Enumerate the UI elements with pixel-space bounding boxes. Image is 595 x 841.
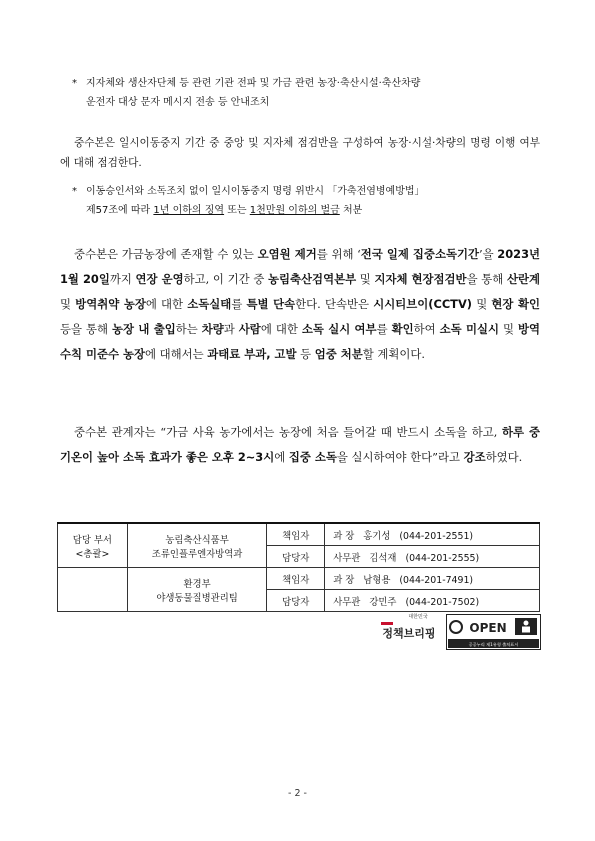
- org-cell: [127, 568, 267, 612]
- bold-run: 강조: [463, 450, 486, 464]
- text-run: 을 통해: [466, 272, 507, 286]
- text-run: 에 대한: [145, 297, 188, 311]
- person-icon-body: [522, 627, 530, 633]
- text-run: 에 대한: [260, 322, 302, 336]
- text-run: 등: [296, 347, 315, 361]
- text-run: 및: [471, 297, 492, 311]
- person-phone: (044-201-7502): [405, 596, 480, 608]
- note-1: [72, 74, 547, 112]
- dept-label-cell: [58, 523, 128, 568]
- dept-label: 담당 부서: [72, 534, 112, 546]
- person-title: 사무관: [333, 596, 361, 608]
- dept-label-cell: [58, 568, 128, 612]
- logo-small-text: 대한민국: [408, 614, 428, 620]
- note-2: [72, 182, 547, 220]
- text-run: 를: [376, 322, 392, 336]
- role-cell: 책임자: [267, 568, 325, 590]
- person-cell: [325, 523, 540, 546]
- text-run: 및: [60, 297, 76, 311]
- note-2-text: 또는: [224, 205, 250, 216]
- bold-run: 엄중 처분: [314, 347, 363, 361]
- text-run: 를 위해 ‘: [316, 247, 361, 261]
- note-2-text: 제57조에 따라: [86, 205, 154, 216]
- text-run: 을 실시하여야 한다”라고: [336, 450, 464, 464]
- person-title: 과 장: [333, 574, 355, 586]
- org-name: 농림축산식품부: [165, 534, 229, 546]
- bold-run: 하루 중 기온이 높아 소독 효과가 좋은 오후 2~3시: [60, 425, 540, 464]
- person-title: 과 장: [333, 530, 355, 542]
- text-run: 하여: [413, 322, 440, 336]
- text-run: 등을 통해: [60, 322, 113, 336]
- note-bullet: *: [72, 78, 77, 89]
- person-phone: (044-201-7491): [399, 574, 474, 586]
- policy-briefing-logo: [378, 609, 440, 649]
- text-run: 까지: [109, 272, 136, 286]
- bold-run: 산란계: [506, 272, 540, 286]
- role-cell: 책임자: [267, 523, 325, 546]
- paragraph-1-text: 중수본은 일시이동중지 기간 중 중앙 및 지자체 점검반을 구성하여 농장·시설·차량의 명령 이행 여부에 대해 점검한다.: [60, 137, 540, 169]
- person-cell: [325, 546, 540, 568]
- person-icon: [524, 621, 529, 626]
- page-number: - 2 -: [288, 788, 307, 799]
- text-run: 를: [231, 297, 247, 311]
- dept-label-sub: <총괄>: [75, 548, 110, 560]
- note-2-line-2: [72, 201, 547, 220]
- contact-row: [58, 523, 540, 546]
- logo-mark: [381, 622, 393, 625]
- text-run: 과: [223, 322, 239, 336]
- bold-run: 과태료 부과, 고발: [207, 347, 297, 361]
- paragraph-3: [60, 420, 540, 470]
- bold-run: 집중 소독: [288, 450, 337, 464]
- bold-run: 방역취약 농장: [75, 297, 146, 311]
- text-run: 및: [498, 322, 518, 336]
- person-phone: (044-201-2551): [399, 530, 474, 542]
- bold-run: 2023년 1월 20일: [60, 247, 541, 286]
- text-run: 중수본 관계자는 “가금 사육 농가에서는 농장에 처음 들어갈 때 반드시 소독을 하고,: [74, 425, 503, 439]
- bold-run: 특별 단속: [246, 297, 296, 311]
- bold-run: 오염원 제거: [257, 247, 317, 261]
- bold-run: 연장 운영: [135, 272, 184, 286]
- note-1-line-2: 운전자 대상 문자 메시지 전송 등 안내조치: [86, 97, 270, 108]
- person-name: 홍기성: [363, 530, 391, 542]
- bold-run: 전국 일제 집중소독기간: [360, 247, 479, 261]
- note-bullet: *: [72, 186, 77, 197]
- bold-run: 시시티브이(CCTV): [373, 297, 472, 311]
- bold-run: 차량: [201, 322, 224, 336]
- bold-run: 농림축산검역본부: [268, 272, 357, 286]
- note-2-text: 처분: [339, 205, 363, 216]
- text-run: 에 대해서는: [144, 347, 208, 361]
- text-run: 및: [356, 272, 375, 286]
- text-run: 하였다.: [485, 450, 523, 464]
- penalty-fine: 1천만원 이하의 벌금: [249, 205, 340, 216]
- bold-run: 소독 실시 여부: [301, 322, 377, 336]
- person-cell: [325, 568, 540, 590]
- logo-open-subtitle: 공공누리 제1유형 출처표시: [468, 642, 519, 647]
- bold-run: 현장 확인: [491, 297, 541, 311]
- bold-run: 확인: [391, 322, 414, 336]
- person-name: 남형용: [363, 574, 391, 586]
- contact-row: [58, 568, 540, 590]
- open-license-logo: [446, 614, 541, 650]
- text-run: 중수본은 가금농장에 존재할 수 있는: [74, 247, 258, 261]
- person-name: 강민주: [369, 596, 397, 608]
- text-run: 한다. 단속반은: [295, 297, 374, 311]
- paragraph-2: [60, 242, 540, 367]
- person-title: 사무관: [333, 552, 361, 564]
- bold-run: 농장 내 출입: [112, 322, 176, 336]
- person-name: 김석재: [369, 552, 397, 564]
- org-division: 야생동물질병관리팀: [156, 592, 238, 604]
- org-cell: [127, 523, 267, 568]
- text-run: 하고, 이 기간 중: [183, 272, 269, 286]
- text-run: ’을: [478, 247, 498, 261]
- contact-table: [57, 522, 540, 612]
- text-run: 할 계획이다.: [362, 347, 426, 361]
- note-2-line-1: 이동승인서와 소독조치 없이 일시이동중지 명령 위반시 「가축전염병예방법」: [86, 186, 425, 197]
- text-run: 에: [274, 450, 289, 464]
- logo-main-text: 정책브리핑: [382, 627, 436, 640]
- bold-run: 사람: [238, 322, 261, 336]
- logo-open-text: OPEN: [469, 621, 507, 635]
- bold-run: 방역수칙 미준수 농장: [60, 322, 541, 361]
- bold-run: 지자체 현장점검반: [374, 272, 467, 286]
- org-division: 조류인플루엔자방역과: [151, 548, 243, 560]
- penalty-prison: 1년 이하의 징역: [153, 205, 225, 216]
- note-1-line-1: 지자체와 생산자단체 등 관련 기관 전파 및 가금 관련 농장·축산시설·축산차량: [86, 78, 421, 89]
- person-phone: (044-201-2555): [405, 552, 480, 564]
- role-cell: 담당자: [267, 590, 325, 612]
- org-name: 환경부: [183, 578, 211, 590]
- bold-run: 소독실태: [187, 297, 232, 311]
- role-cell: 담당자: [267, 546, 325, 568]
- bold-run: 소독 미실시: [439, 322, 499, 336]
- paragraph-1: [60, 133, 540, 173]
- text-run: 하는: [175, 322, 202, 336]
